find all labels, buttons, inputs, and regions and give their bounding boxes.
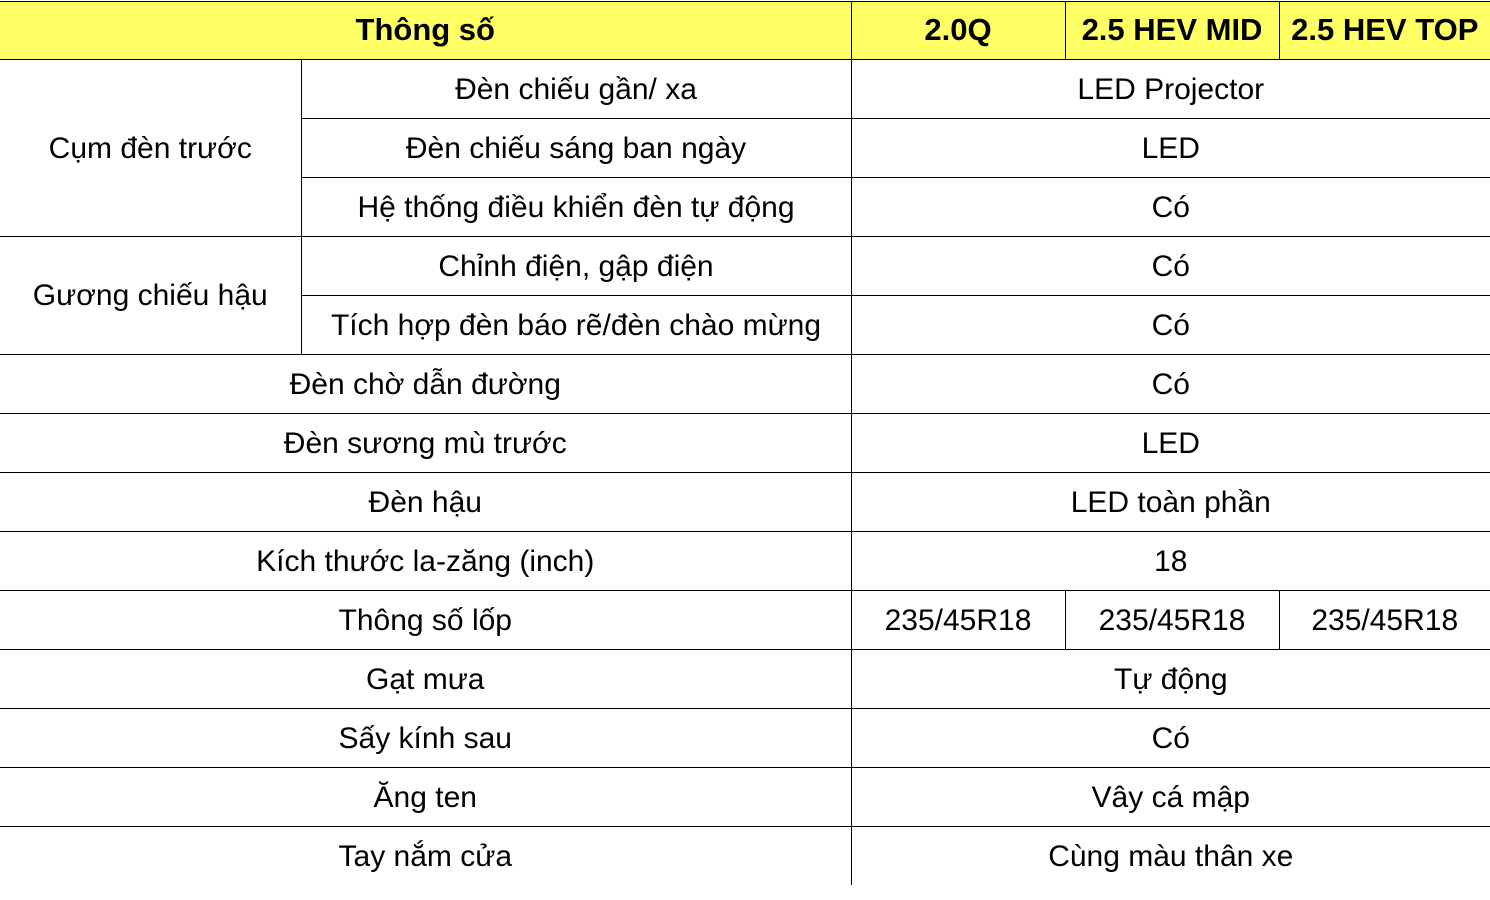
row-value: Vây cá mập: [851, 768, 1490, 827]
row-label: Đèn hậu: [0, 473, 851, 532]
row-label: Đèn chờ dẫn đường: [0, 355, 851, 414]
row-value: Có: [851, 237, 1490, 296]
table-row: [0, 591, 1490, 650]
row-label: Hệ thống điều khiển đèn tự động: [301, 178, 851, 237]
row-label: Ăng ten: [0, 768, 851, 827]
table-row: [0, 473, 1490, 532]
header-variant-hev-mid: 2.5 HEV MID: [1065, 2, 1279, 60]
row-label: Đèn sương mù trước: [0, 414, 851, 473]
row-value-2-0q: 235/45R18: [851, 591, 1065, 650]
row-label: Đèn chiếu gần/ xa: [301, 60, 851, 119]
row-label: Đèn chiếu sáng ban ngày: [301, 119, 851, 178]
row-label: Tích hợp đèn báo rẽ/đèn chào mừng: [301, 296, 851, 355]
row-value-hev-mid: 235/45R18: [1065, 591, 1279, 650]
row-label: Chỉnh điện, gập điện: [301, 237, 851, 296]
spec-table: [0, 1, 1490, 885]
table-row: [0, 60, 1490, 119]
table-row: [0, 355, 1490, 414]
row-value-hev-top: 235/45R18: [1279, 591, 1490, 650]
row-label: Kích thước la-zăng (inch): [0, 532, 851, 591]
table-row: [0, 237, 1490, 296]
row-label: Gạt mưa: [0, 650, 851, 709]
row-label: Thông số lốp: [0, 591, 851, 650]
row-value: Tự động: [851, 650, 1490, 709]
row-value: Có: [851, 709, 1490, 768]
row-value: LED: [851, 119, 1490, 178]
row-value: LED toàn phần: [851, 473, 1490, 532]
header-variant-hev-top: 2.5 HEV TOP: [1279, 2, 1490, 60]
row-value: Có: [851, 178, 1490, 237]
row-value: LED: [851, 414, 1490, 473]
table-row: [0, 827, 1490, 886]
header-variant-2-0q: 2.0Q: [851, 2, 1065, 60]
row-value: 18: [851, 532, 1490, 591]
row-label: Tay nắm cửa: [0, 827, 851, 886]
table-row: [0, 414, 1490, 473]
row-label: Sấy kính sau: [0, 709, 851, 768]
header-spec: Thông số: [0, 2, 851, 60]
table-row: [0, 709, 1490, 768]
table-row: [0, 650, 1490, 709]
table-row: [0, 532, 1490, 591]
table-row: [0, 768, 1490, 827]
group-label-headlights: Cụm đèn trước: [0, 60, 301, 237]
row-value: LED Projector: [851, 60, 1490, 119]
row-value: Có: [851, 355, 1490, 414]
row-value: Cùng màu thân xe: [851, 827, 1490, 886]
group-label-mirrors: Gương chiếu hậu: [0, 237, 301, 355]
row-value: Có: [851, 296, 1490, 355]
header-row: [0, 2, 1490, 60]
